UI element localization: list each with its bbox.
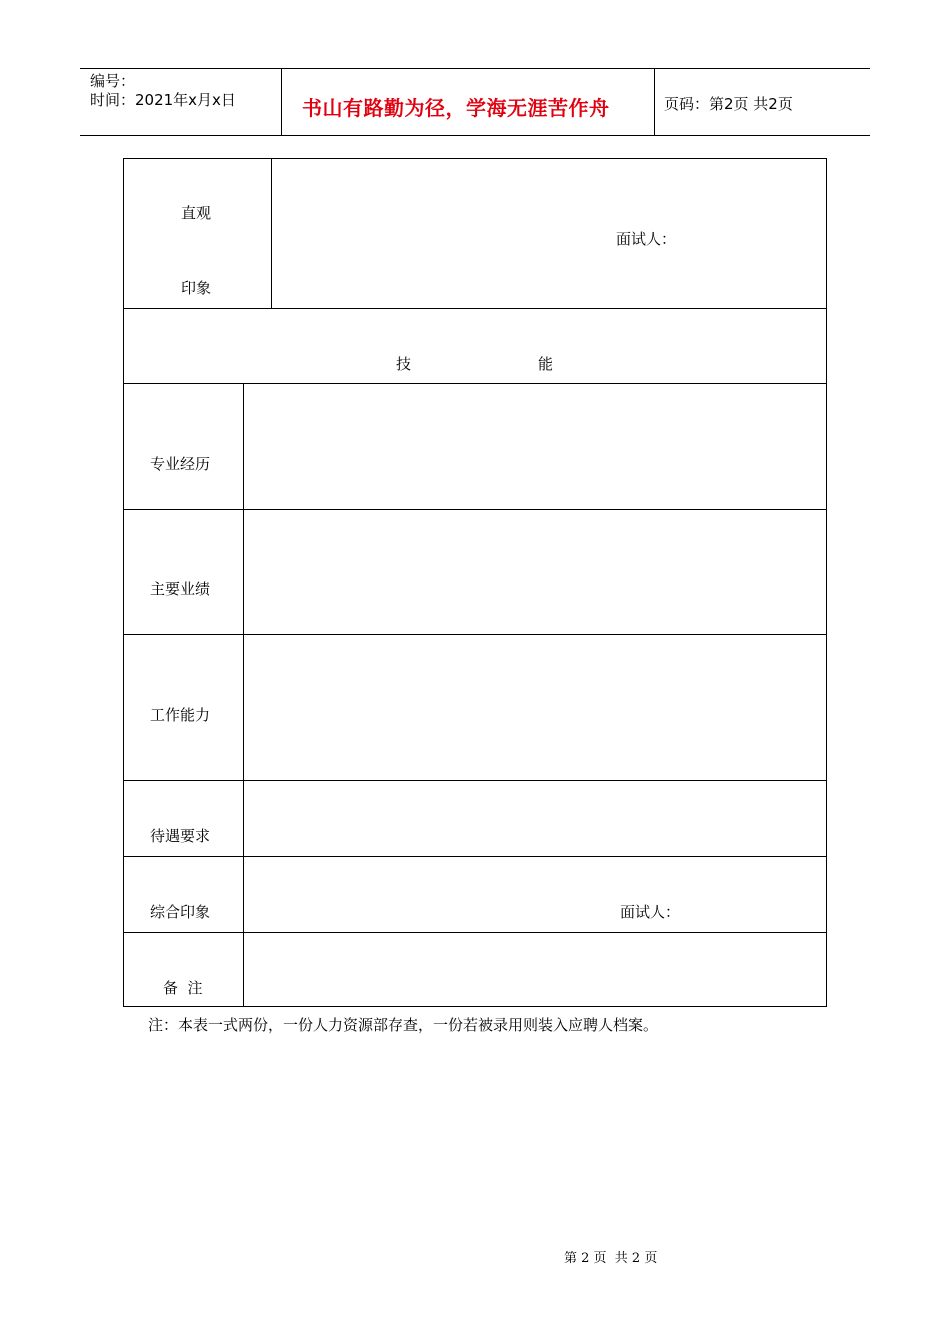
- impression-interviewer-label: 面试人：: [616, 230, 677, 248]
- table-rule-after-impression: [123, 308, 827, 309]
- skills-header-left: 技: [396, 355, 412, 373]
- overall-interviewer-label: 面试人：: [620, 903, 681, 921]
- skills-header-right: 能: [538, 355, 554, 373]
- table-left-border: [123, 158, 124, 1007]
- table-rule-after-skills: [123, 383, 827, 384]
- table-rule-after-experience: [123, 509, 827, 510]
- table-rule-bottom: [123, 1006, 827, 1007]
- row-label-overall: 综合印象: [150, 903, 211, 921]
- header-number-label: 编号：: [90, 72, 136, 90]
- form-note: 注：本表一式两份，一份人力资源部存查，一份若被录用则装入应聘人档案。: [148, 1016, 659, 1034]
- table-right-border: [826, 158, 827, 1007]
- table-rule-after-salary: [123, 856, 827, 857]
- row-label-salary: 待遇要求: [150, 827, 211, 845]
- header-page-label: 页码：第2页 共2页: [664, 95, 793, 113]
- row-label-experience: 专业经历: [150, 455, 211, 473]
- impression-label-top: 直观: [181, 204, 212, 222]
- row-label-achievements: 主要业绩: [150, 580, 211, 598]
- impression-label-divider: [271, 158, 272, 308]
- table-rule-after-achievements: [123, 634, 827, 635]
- header-time-label: 时间：2021年x月x日: [90, 91, 236, 109]
- header-motto: 书山有路勤为径，学海无涯苦作舟: [302, 96, 610, 120]
- header-divider-left: [281, 68, 282, 136]
- header-divider-right: [654, 68, 655, 136]
- row-label-remarks: 备 注: [163, 979, 203, 997]
- impression-label-bottom: 印象: [181, 279, 212, 297]
- row-label-ability: 工作能力: [150, 706, 211, 724]
- rows-label-divider: [243, 383, 244, 1006]
- table-rule-top: [123, 158, 827, 159]
- page-footer: 第 2 页 共 2 页: [564, 1251, 658, 1266]
- header-bottom-rule: [80, 135, 870, 136]
- table-rule-after-ability: [123, 780, 827, 781]
- table-rule-after-overall: [123, 932, 827, 933]
- header-top-rule: [80, 68, 870, 69]
